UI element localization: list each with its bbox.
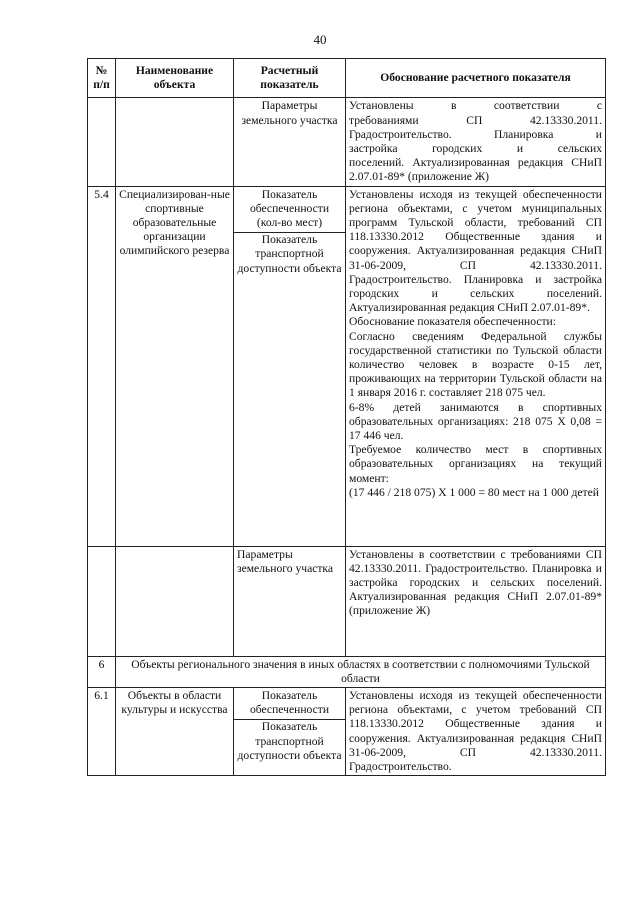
- cell-name: Объекты в области культуры и искусства: [116, 688, 234, 776]
- header-name: Наименование объекта: [116, 59, 234, 98]
- justification-line: Градостроительство. Планировка и: [349, 127, 602, 141]
- justification-line: застройка городских и сельских: [349, 142, 602, 156]
- justification-text: 6-8% детей занимаются в спортивных образовательных организациях: 218 075 Х 0,08 = 17 446 чел.: [349, 400, 602, 443]
- indicator-accessibility: Показатель транспортной доступности объекта: [237, 720, 342, 762]
- cell-name-empty: [116, 98, 234, 186]
- table-row: [88, 186, 606, 546]
- justification-text: (17 446 / 218 075) Х 1 000 = 80 мест на 1 000 детей: [349, 485, 599, 499]
- header-justification: Обоснование расчетного показателя: [346, 59, 606, 98]
- cell-num-empty: [88, 98, 116, 186]
- header-indicator: Расчетный показатель: [234, 59, 346, 98]
- cell-justification: Установлены в соответствии с требованиями СП 42.13330.2011. Градостроительство. Планировка и застройка городских и сельских поселений. Актуализированная редакция СНиП 2.07.01-89* (приложение Ж): [346, 546, 606, 656]
- header-num: № п/п: [88, 59, 116, 98]
- norms-table: [87, 58, 606, 776]
- cell-num: 6: [88, 656, 116, 687]
- cell-justification: [346, 98, 606, 186]
- table-row: [88, 98, 606, 186]
- indicator-capacity: Показатель обеспеченности: [234, 689, 345, 720]
- justification-line: требованиями СП 42.13330.2011.: [349, 113, 602, 127]
- justification-text: Требуемое количество мест в спортивных образовательных организациях на текущий момент:: [349, 443, 602, 485]
- justification-text: Согласно сведениям Федеральной службы государственной статистики по Тульской области количество человек в возрасте 0-15 лет, проживающих на территории Тульской области на 1 января 2016 г. составляет 218 075 чел.: [349, 329, 602, 400]
- section-title: Объекты регионального значения в иных областях в соответствии с полномочиями Тульской области: [116, 656, 606, 687]
- cell-name-empty: [116, 546, 234, 656]
- section-row: [88, 656, 606, 687]
- cell-justification: [346, 186, 606, 546]
- cell-indicator: Параметры земельного участка: [234, 98, 346, 186]
- indicator-accessibility: Показатель транспортной доступности объекта: [237, 233, 342, 275]
- cell-name: Специализирован-ные спортивные образовательные организации олимпийского резерва: [116, 186, 234, 546]
- justification-line: Установлены в соответствии с: [349, 99, 602, 113]
- table-row: [88, 546, 606, 656]
- justification-line: поселений. Актуализированная редакция СНиП 2.07.01-89* (приложение Ж): [349, 156, 602, 184]
- justification-text: Обоснование показателя обеспеченности:: [349, 315, 556, 329]
- page-number: 40: [313, 32, 327, 47]
- indicator-capacity: Показатель обеспеченности (кол-во мест): [234, 188, 345, 234]
- cell-num-empty: [88, 546, 116, 656]
- cell-indicator: [234, 688, 346, 776]
- cell-indicator: [234, 186, 346, 546]
- cell-num: 5.4: [88, 186, 116, 546]
- cell-num: 6.1: [88, 688, 116, 776]
- table-header-row: [88, 59, 606, 98]
- cell-indicator: Параметры земельного участка: [234, 546, 346, 656]
- table-row: [88, 688, 606, 776]
- cell-justification: Установлены исходя из текущей обеспеченности региона объектами, с учетом требований СП 118.13330.2012 Общественные здания и сооружения. Актуализированная редакция СНиП 31-06-2009, СП 42.13330.2011. Градостроительство.: [346, 688, 606, 776]
- justification-text: Установлены исходя из текущей обеспеченности региона объектами, с учетом муниципальных программ Тульской области, требований СП 118.13330.2012 Общественные здания и сооружения. Актуализированная редакция СНиП 31-06-2009, СП 42.13330.2011. Градостроительство. Планировка и застройка городских и сельских поселений. Актуализированная редакция СНиП 2.07.01-89*.: [349, 187, 602, 315]
